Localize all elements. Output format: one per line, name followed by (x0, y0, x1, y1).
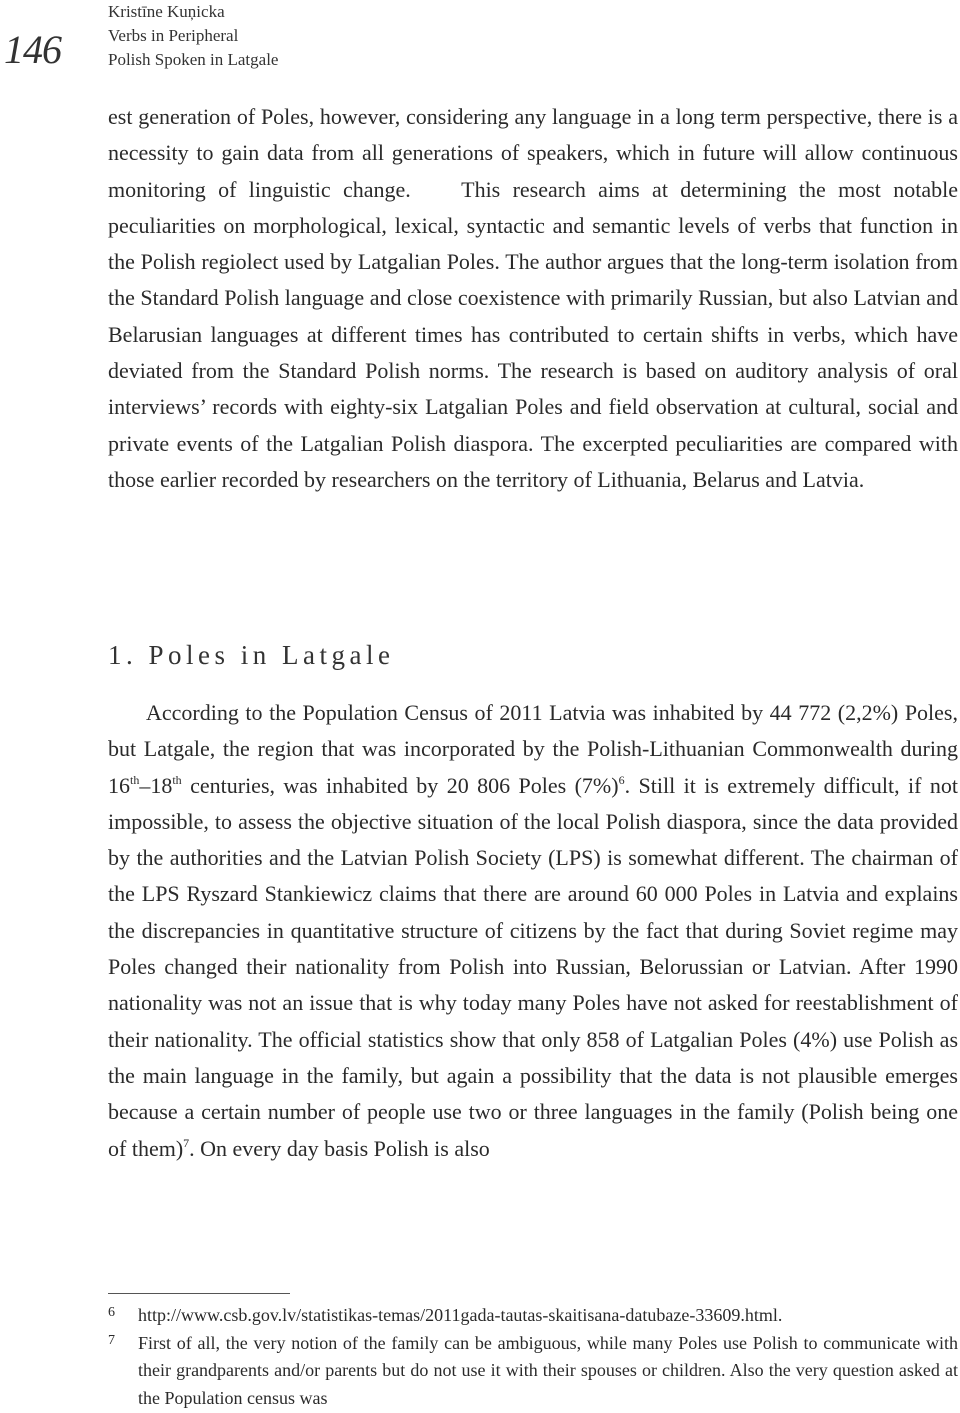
intro-text (108, 99, 958, 498)
text-segment: . Still it is extremely difficult, if not impossible, to assess the objective situation of the local Polish diaspora, since the data provided by the authorities and the Latvian Polish Society (LPS) is somewhat different. The chairman of the LPS Ryszard Stankiewicz claims that there are around 60 000 Poles in Latvia and explains the discrepancies in quantitative structure of citizens by the fact that during Soviet regime may Poles changed their nationality from Polish into Russian, Belorussian or Latvian. After 1990 nationality was not an issue that is why today many Poles have not asked for reestablishment of their nationality. The official statistics show that only 858 of Latgalian Poles (4%) use Polish as the main language in the family, but again a possibility that the data is not plausible emerges because a certain number of people use two or three languages in the family (Polish being one of them) (108, 772, 959, 1161)
running-head (108, 0, 278, 72)
text-segment: centuries, was inhabited by 20 806 Poles (7%) (181, 772, 619, 798)
section-1-text (108, 695, 958, 1167)
footnote-text: First of all, the very notion of the family can be ambiguous, while many Poles use Polish to communicate with their grandparents and/or parents but do not use it with their spouses or children. Also the very question asked at the Population census was (138, 1332, 958, 1408)
superscript-th: th (130, 772, 140, 787)
text-segment: –18 (139, 772, 173, 798)
section-1-paragraph (108, 695, 958, 1167)
page-number: 146 (4, 27, 61, 72)
footnotes (108, 1302, 958, 1412)
text-segment: . On every day basis Polish is also (189, 1135, 490, 1161)
paragraph-research-aims: This research aims at determining the most notable peculiarities on morphological, lexical, syntactic and semantic levels of verbs that function in the Polish regiolect used by Latgalian Poles. The author argues that the long-term isolation from the Standard Polish language and close coexistence with primarily Russian, but also Latvian and Belarusian languages at different times has contributed to certain shifts in verbs, which have deviated from the Standard Polish norms. The research is based on auditory analysis of oral interviews’ records with eighty-six Latgalian Poles and field observation at cultural, social and private events of the Latgalian Polish diaspora. The excerpted peculiarities are compared with those earlier recorded by researchers on the territory of Lithuania, Belarus and Latvia. (108, 176, 958, 492)
running-head-title-line-2: Polish Spoken in Latgale (108, 50, 279, 69)
superscript-th: th (172, 772, 182, 787)
footnote-6 (108, 1302, 958, 1330)
footnote-ref-7[interactable]: 7 (183, 1135, 190, 1150)
footnote-link[interactable]: http://www.csb.gov.lv/statistikas-temas/2011gada-tautas-skaitisana-datubaze-33609.html. (138, 1305, 783, 1325)
footnote-ref-6[interactable]: 6 (618, 772, 625, 787)
footnote-separator (108, 1293, 290, 1294)
running-head-title-line-1: Verbs in Peripheral (108, 26, 239, 45)
section-heading: 1. Poles in Latgale (108, 640, 395, 670)
paragraph-continuation-text: est generation of Poles, however, considering any language in a long term perspective, there is a necessity to gain data from all generations of speakers, which in future will allow continuous monitoring of linguistic change. (108, 104, 958, 202)
running-head-author: Kristīne Kuņicka (108, 2, 225, 21)
footnote-number: 7 (108, 1332, 115, 1348)
paragraph-continuation (108, 99, 958, 498)
text-segment: According to the Population Census of 2011 Latvia was inhabited by 44 772 (2,2%) Poles, but Latgale, the region that was incorporated by the Polish-Lithuanian Commonwealth during 16 (108, 700, 958, 798)
footnote-number: 6 (108, 1305, 115, 1320)
footnote-7 (108, 1330, 958, 1413)
